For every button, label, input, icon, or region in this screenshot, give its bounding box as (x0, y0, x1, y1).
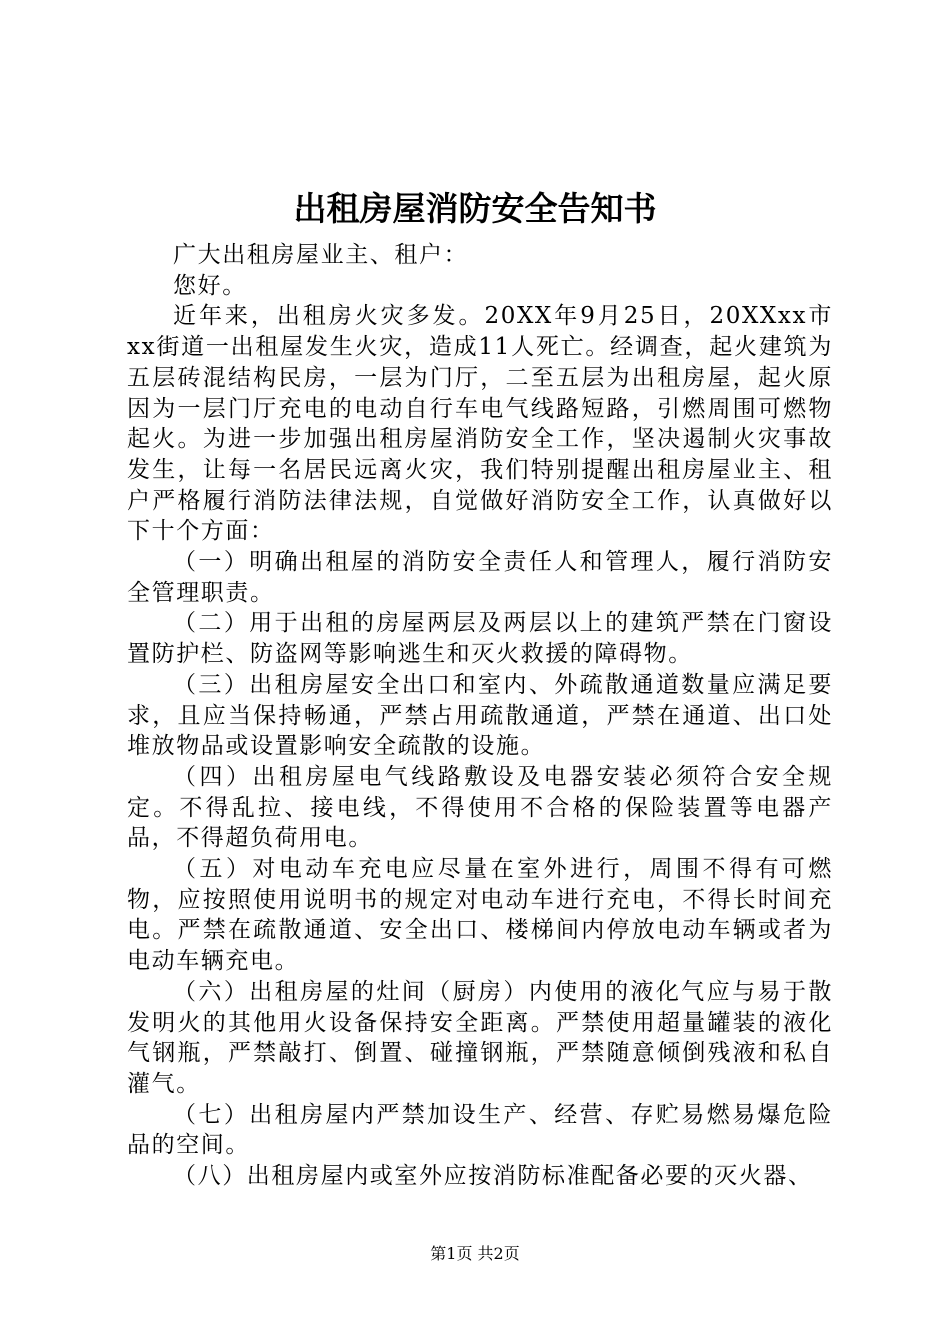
paragraph-item-1: （一）明确出租屋的消防安全责任人和管理人，履行消防安全管理职责。 (127, 549, 833, 606)
paragraph-item-8: （八）出租房屋内或室外应按消防标准配备必要的灭火器、 (173, 1163, 813, 1190)
paragraph-item-2: （二）用于出租的房屋两层及两层以上的建筑严禁在门窗设置防护栏、防盗网等影响逃生和灭火救援的障碍物。 (127, 610, 833, 668)
salutation: 广大出租房屋业主、租户： (173, 242, 469, 268)
paragraph-item-5: （五）对电动车充电应尽量在室外进行，周围不得有可燃物，应按照使用说明书的规定对电动车进行充电，不得长时间充电。严禁在疏散通道、安全出口、楼梯间内停放电动车辆或者为电动车辆充电。 (127, 856, 833, 975)
paragraph-item-3: （三）出租房屋安全出口和室内、外疏散通道数量应满足要求，且应当保持畅通，严禁占用疏散通道，严禁在通道、出口处堆放物品或设置影响安全疏散的设施。 (127, 671, 833, 760)
paragraph-intro: 近年来，出租房火灾多发。20XX年9月25日，20XXxx市xx街道一出租屋发生火灾，造成11人死亡。经调查，起火建筑为五层砖混结构民房，一层为门厅，二至五层为出租房屋，起火原因为一层门厅充电的电动自行车电气线路短路，引燃周围可燃物起火。为进一步加强出租房屋消防安全工作，坚决遏制火灾事故发生，让每一名居民远离火灾，我们特别提醒出租房屋业主、租户严格履行消防法律法规，自觉做好消防安全工作，认真做好以下十个方面： (127, 303, 833, 545)
document-title: 出租房屋消防安全告知书 (293, 189, 657, 228)
greeting: 您好。 (173, 272, 247, 299)
paragraph-item-4: （四）出租房屋电气线路敷设及电器安装必须符合安全规定。不得乱拉、接电线，不得使用不合格的保险装置等电器产品，不得超负荷用电。 (127, 763, 833, 852)
page-indicator: 第1页 共2页 (430, 1244, 520, 1263)
paragraph-item-7: （七）出租房屋内严禁加设生产、经营、存贮易燃易爆危险品的空间。 (127, 1101, 833, 1159)
paragraph-item-6: （六）出租房屋的灶间（厨房）内使用的液化气应与易于散发明火的其他用火设备保持安全距离。严禁使用超量罐装的液化气钢瓶，严禁敲打、倒置、碰撞钢瓶，严禁随意倾倒残液和私自灌气。 (127, 978, 833, 1097)
document-body (127, 240, 833, 1192)
